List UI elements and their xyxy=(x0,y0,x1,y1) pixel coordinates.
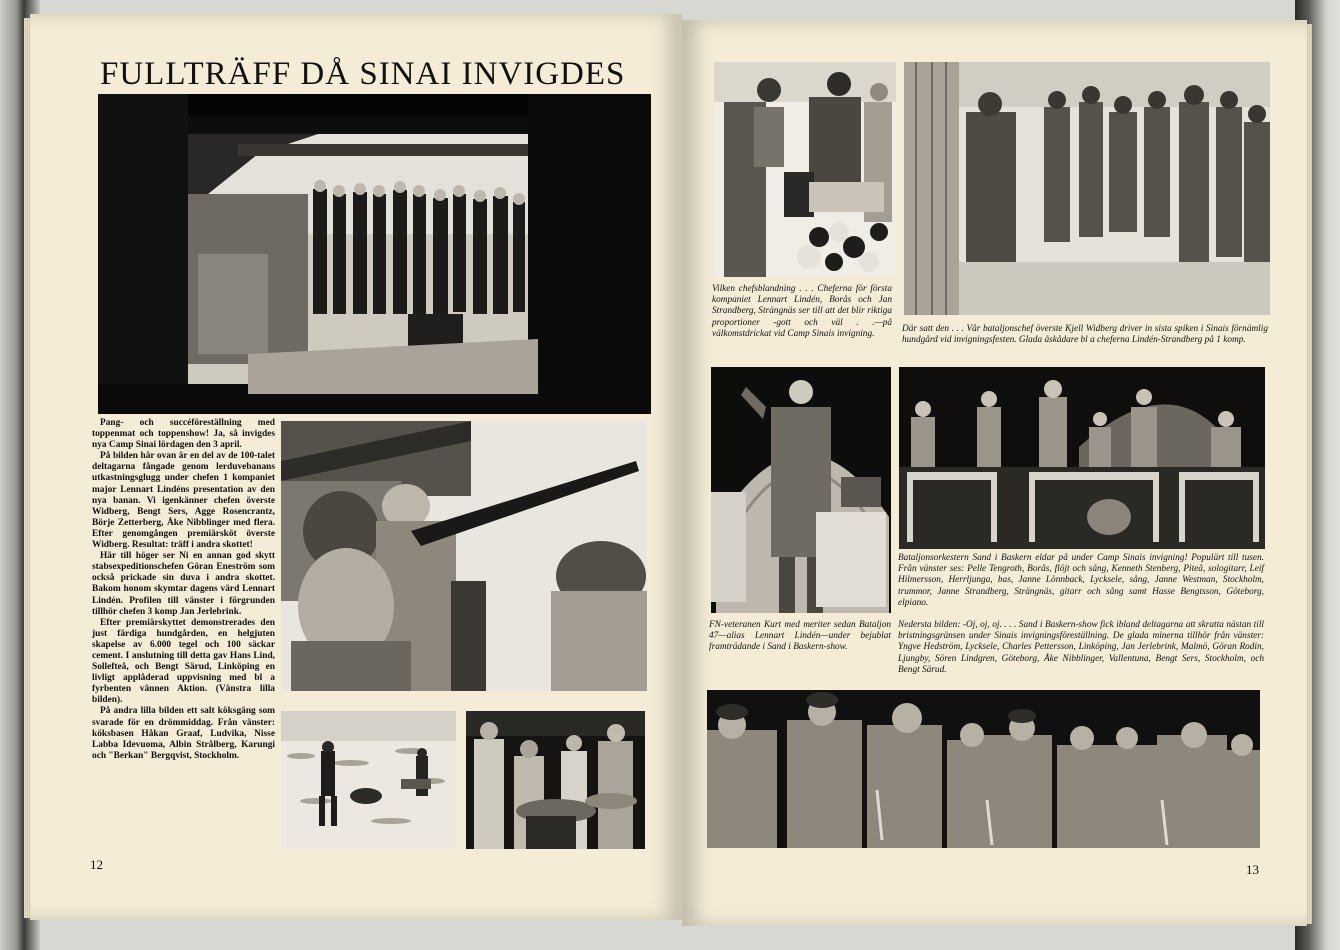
photo-salute xyxy=(711,367,891,613)
caption-nail: Där satt den . . . Vår bataljonschef överste Kjell Widberg driver in sista spiken i Sinais förnämlig hundgård vid invigningsfesten. Glada åskådare bl a cheferna Lindén-Strandberg på 1 komp. xyxy=(902,324,1268,346)
photo-nail xyxy=(904,62,1270,315)
photo-shooter xyxy=(281,421,647,691)
body-paragraph: Pang- och succéföreställning med toppenmat och toppenshow! Ja, så invigdes nya Camp Sinai lördagen den 3 april. xyxy=(92,418,275,451)
headline: FULLTRÄFF DÅ SINAI INVIGDES xyxy=(100,56,626,92)
photo-kitchen-crew xyxy=(466,711,645,849)
body-paragraph: På andra lilla bilden ett salt köksgäng som svarade för en drömmiddag. Från vänster: köksbasen Håkan Graaf, Ludvika, Nisse Labba Idevuoma, Albin Strålberg, Karungi och "Berkan" Bergqvist, Stockholm. xyxy=(92,706,275,761)
photo-audience xyxy=(707,690,1260,848)
caption-salute: FN-veteranen Kurt med meriter sedan Bataljon 47—alias Lennart Lindén—under bejublat framträdande i Sand i Baskern-show. xyxy=(709,620,891,653)
photo-cake xyxy=(714,62,896,277)
body-paragraph: Här till höger ser Ni en annan god skytt stabsexpeditionschefen Göran Eneström som också prickade sin duva i andra skottet. Bakom honom skymtar dagens värd Lennart Lindén. Profilen till vänster i förgrunden tillhör chefen 3 komp Jan Jerlebrink. xyxy=(92,551,275,617)
caption-audience: Nedersta bilden: -Oj, oj, oj. . . . Sand i Baskern-show fick ibland deltagarna att skratta nästan till bristningsgränsen under Sinais invigningsföreställning. De glada minerna tillhör från vänster: Yngve Hedström, Lycksele, Charles Pettersson, Linköping, Jan Jerlebrink, Malmö, Göran Rodin, Ljungby, Sören Lindgren, Göteborg, Åke Nibblinger, Vallentuna, Bengt Sers, Stockholm, och Bengt Särud. xyxy=(898,620,1264,675)
photo-band xyxy=(899,367,1265,549)
photo-dog-demo xyxy=(281,711,456,849)
body-paragraph: Efter premiärskyttet demonstrerades den just färdiga hundgården, en helgjuten skapelse av 6.000 tegel och 100 säckar cement. I anslutning till detta gav Hans Lind, Sollefteå, och Bengt Särud, Linköping en livligt applåderad uppvisning med bl a fyrbenten vännen Aktion. (Vänstra lilla bilden). xyxy=(92,617,275,706)
caption-cake: Vilken chefsblandning . . . Cheferna för första kompaniet Lennart Lindén, Borås och Jan Strandberg, Strängnäs ser till att det blir riktiga proportioner -gott och väl . .—på välkomstdrickat vid Camp Sinais invigning. xyxy=(712,284,892,339)
photo-window-crowd xyxy=(98,94,651,414)
body-paragraph: På bilden här ovan är en del av de 100-talet deltagarna fångade genom lerduvebanans utkastningsglugg under chefen 1 kompaniet major Lennart Lindéns presentation av den nya banan. Vi igenkänner chefen överste Widberg, Bengt Sers, Agge Rosencrantz, Börje Zetterberg, Åke Nibblinger med flera. Efter genomgången premiärsköt överste Widberg. Resultat: träff i andra skottet! xyxy=(92,451,275,551)
page-number-right: 13 xyxy=(1246,862,1259,877)
caption-band: Bataljonsorkestern Sand i Baskern eldar på under Camp Sinais invigning! Populärt till tusen. Från vänster ses: Pelle Tengroth, Borås, flöjt och sång, Kenneth Stenberg, Piteå, sologitarr, Leif Hilmersson, Herrljunga, bas, Janne Lönnback, Lycksele, sång, Janne Westman, Stockholm, trummor, Janne Strandberg, Strängnäs, gitarr och sång samt Hasse Bengtsson, Göteborg, elpiano. xyxy=(898,553,1264,608)
article-body xyxy=(92,418,275,762)
page-number-left: 12 xyxy=(90,857,103,872)
